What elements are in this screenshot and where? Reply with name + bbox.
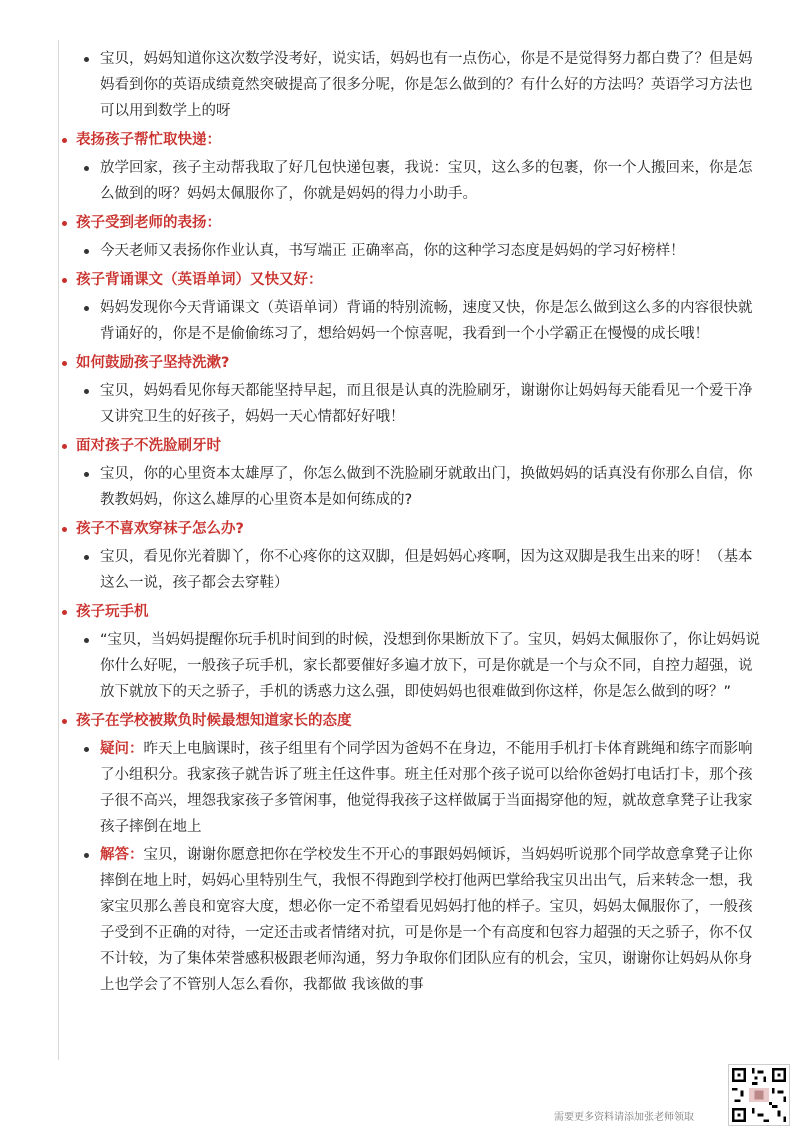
section-heading: 面对孩子不洗脸刷牙时 [62, 434, 762, 458]
section-heading: 如何鼓励孩子坚持洗漱? [62, 351, 762, 375]
question-label: 疑问： [100, 741, 144, 757]
section-heading: 孩子玩手机 [62, 600, 762, 624]
section-phone [62, 600, 762, 705]
list-item: 宝贝，妈妈看见你每天都能坚持早起，而且很是认真的洗脸刷牙，谢谢你让妈妈每天能看见一个爱干净又讲究卫生的好孩子，妈妈一天心情都好好哦！ [62, 378, 762, 430]
list-item: “宝贝，当妈妈提醒你玩手机时间到的时候，没想到你果断放下了。宝贝，妈妈太佩服你了，你让妈妈说你什么好呢，一般孩子玩手机，家长都要催好多遍才放下，可是你就是一个与众不同，自控力超强，说放下就放下的天之骄子，手机的诱惑力这么强，即使妈妈也很难做到你这样，你是怎么做到的呀？” [62, 627, 762, 705]
list-item: 宝贝，你的心里资本太雄厚了，你怎么做到不洗脸刷牙就敢出门，换做妈妈的话真没有你那么自信，你教教妈妈，你这么雄厚的心里资本是如何练成的? [62, 461, 762, 513]
section-bullied [62, 709, 762, 998]
list-item: 妈妈发现你今天背诵课文（英语单词）背诵的特别流畅，速度又快，你是怎么做到这么多的内容很快就背诵好的，你是不是偷偷练习了，想给妈妈一个惊喜呢，我看到一个小学霸正在慢慢的成长哦！ [62, 295, 762, 347]
answer-text: 宝贝，谢谢你愿意把你在学校发生不开心的事跟妈妈倾诉，当妈妈听说那个同学故意拿凳子让你摔倒在地上时，妈妈心里特别生气，我恨不得跑到学校打他两巴掌给我宝贝出出气，后来转念一想，我家宝贝那么善良和宽容大度，想必你一定不希望看见妈妈打他的样子。宝贝，妈妈太佩服你了，一般孩子受到不正确的对待，一定还击或者情绪对抗，可是你是一个有高度和包容力超强的天之骄子，你不仅不计较，为了集体荣誉感积极跟老师沟通，努力争取你们团队应有的机会，宝贝，谢谢你让妈妈从你身上也学会了不管别人怎么看你，我都做 我该做的事 [100, 847, 753, 993]
question-text: 昨天上电脑课时，孩子组里有个同学因为爸妈不在身边，不能用手机打卡体育跳绳和练字而影响了小组积分。我家孩子就告诉了班主任这件事。班主任对那个孩子说可以给你爸妈打电话打卡，那个孩子很不高兴，埋怨我家孩子多管闲事，他觉得我孩子这样做属于当面揭穿他的短，就故意拿凳子让我家孩子摔倒在地上 [100, 741, 753, 835]
section-washing [62, 351, 762, 430]
section-heading: 孩子受到老师的表扬： [62, 211, 762, 235]
answer-label: 解答： [100, 847, 144, 863]
section-heading: 孩子在学校被欺负时候最想知道家长的态度 [62, 709, 762, 733]
answer-item [62, 842, 762, 998]
section-heading: 孩子背诵课文（英语单词）又快又好： [62, 268, 762, 292]
qr-code-icon [728, 1064, 790, 1126]
section-socks [62, 517, 762, 596]
intro-list-item: 宝贝，妈妈知道你这次数学没考好，说实话，妈妈也有一点伤心，你是不是觉得努力都白费了？但是妈妈看到你的英语成绩竟然突破提高了很多分呢，你是怎么做到的？有什么好的方法吗？英语学习方法也可以用到数学上的呀 [62, 46, 762, 124]
section-no-washing [62, 434, 762, 513]
left-rule [58, 40, 59, 1060]
section-heading: 表扬孩子帮忙取快递： [62, 128, 762, 152]
list-item: 今天老师又表扬你作业认真，书写端正 正确率高，你的这种学习态度是妈妈的学习好榜样！ [62, 238, 762, 264]
question-item [62, 736, 762, 840]
list-item: 放学回家，孩子主动帮我取了好几包快递包裹，我说：宝贝，这么多的包裹，你一个人搬回来，你是怎么做到的呀？妈妈太佩服你了，你就是妈妈的得力小助手。 [62, 155, 762, 207]
section-heading: 孩子不喜欢穿袜子怎么办? [62, 517, 762, 541]
content-column [62, 42, 762, 1000]
footer-note: 需要更多资料请添加张老师领取 [554, 1112, 694, 1123]
section-teacher-praise [62, 211, 762, 264]
list-item: 宝贝，看见你光着脚丫，你不心疼你的这双脚，但是妈妈心疼啊，因为这双脚是我生出来的呀！（基本这么一说，孩子都会去穿鞋） [62, 544, 762, 596]
section-courier [62, 128, 762, 207]
section-recitation [62, 268, 762, 347]
